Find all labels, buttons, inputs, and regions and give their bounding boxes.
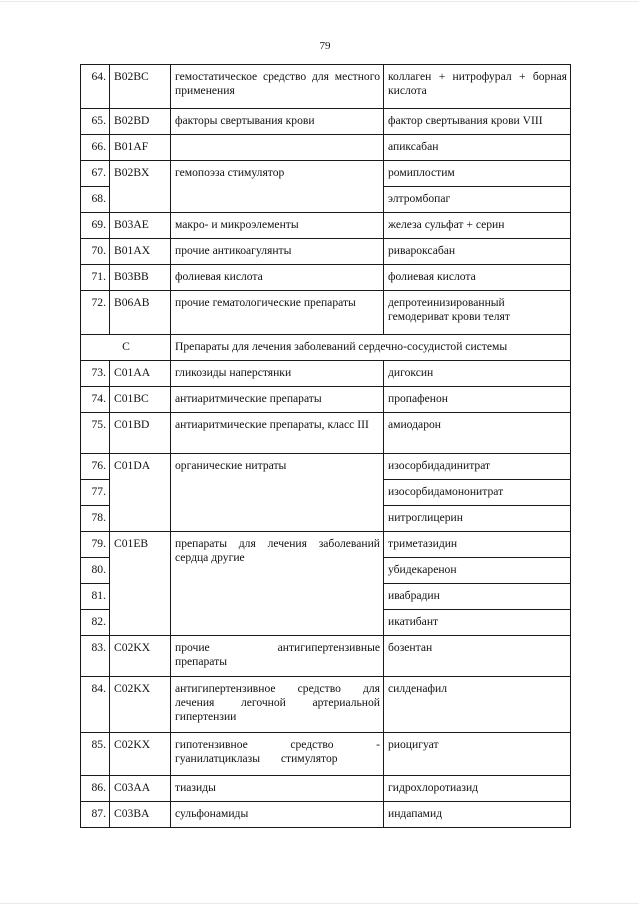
row-number: 79. [81, 532, 110, 558]
drug-name: ромиплостим [384, 161, 571, 187]
table-row [81, 109, 571, 135]
drug-name: ивабрадин [384, 584, 571, 610]
row-number: 64. [81, 65, 110, 109]
row-number: 71. [81, 265, 110, 291]
group-name: антиаритмические препараты, класс III [171, 413, 384, 454]
atc-code: C02KX [110, 733, 171, 776]
group-name: тиазиды [171, 776, 384, 802]
row-number: 72. [81, 291, 110, 335]
row-number: 86. [81, 776, 110, 802]
row-number: 82. [81, 610, 110, 636]
group-name: гемопоэза стимулятор [171, 161, 384, 213]
drug-name: фактор свертывания крови VIII [384, 109, 571, 135]
atc-code: C03AA [110, 776, 171, 802]
row-number: 80. [81, 558, 110, 584]
table-row [81, 361, 571, 387]
table-row [81, 802, 571, 828]
group-name: антигипертензивное средство для лечения легочной артериальной гипертензии [171, 677, 384, 733]
page-top-edge [0, 1, 639, 2]
drug-name: дигоксин [384, 361, 571, 387]
table-row [81, 265, 571, 291]
drug-name: риоцигуат [384, 733, 571, 776]
atc-code: B01AX [110, 239, 171, 265]
atc-code: B02BC [110, 65, 171, 109]
row-number: 87. [81, 802, 110, 828]
table-row [81, 161, 571, 187]
table-row [81, 65, 571, 109]
row-number: 68. [81, 187, 110, 213]
group-name: гипотензивное средство - гуанилатциклазы стимулятор [171, 733, 384, 776]
group-name: гликозиды наперстянки [171, 361, 384, 387]
drug-name: нитроглицерин [384, 506, 571, 532]
row-number: 69. [81, 213, 110, 239]
atc-code: B06AB [110, 291, 171, 335]
atc-code: B03AE [110, 213, 171, 239]
group-name: факторы свертывания крови [171, 109, 384, 135]
drug-name: изосорбидадинитрат [384, 454, 571, 480]
group-name: гемостатическое средство для местного применения [171, 65, 384, 109]
group-name [171, 135, 384, 161]
table-row [81, 413, 571, 454]
group-name: макро- и микроэлементы [171, 213, 384, 239]
group-name: препараты для лечения заболеваний сердца другие [171, 532, 384, 636]
table-row [81, 239, 571, 265]
atc-code: C01BC [110, 387, 171, 413]
atc-code: C02KX [110, 636, 171, 677]
row-number: 85. [81, 733, 110, 776]
section-row [81, 335, 571, 361]
atc-code: B02BX [110, 161, 171, 213]
row-number: 67. [81, 161, 110, 187]
drug-name: бозентан [384, 636, 571, 677]
group-name: органические нитраты [171, 454, 384, 532]
drug-name: коллаген + нитрофурал + борная кислота [384, 65, 571, 109]
drug-name: триметазидин [384, 532, 571, 558]
table-row [81, 135, 571, 161]
row-number: 81. [81, 584, 110, 610]
table-row [81, 677, 571, 733]
row-number: 75. [81, 413, 110, 454]
drug-name: депротеинизированный гемодериват крови телят [384, 291, 571, 335]
section-code: C [81, 335, 171, 361]
drug-name: изосорбидамононитрат [384, 480, 571, 506]
drug-name: индапамид [384, 802, 571, 828]
table-row [81, 532, 571, 558]
group-name: прочие гематологические препараты [171, 291, 384, 335]
table-row [81, 733, 571, 776]
drug-name: пропафенон [384, 387, 571, 413]
row-number: 77. [81, 480, 110, 506]
drug-table [80, 64, 571, 828]
atc-code: C02KX [110, 677, 171, 733]
row-number: 84. [81, 677, 110, 733]
atc-code: C01DA [110, 454, 171, 532]
drug-name: элтромбопаг [384, 187, 571, 213]
drug-name: ривароксабан [384, 239, 571, 265]
drug-name: апиксабан [384, 135, 571, 161]
table-row [81, 636, 571, 677]
table-row [81, 454, 571, 480]
row-number: 65. [81, 109, 110, 135]
atc-code: C01BD [110, 413, 171, 454]
page-number: 79 [319, 40, 331, 52]
atc-code: C03BA [110, 802, 171, 828]
atc-code: B02BD [110, 109, 171, 135]
drug-name: железа сульфат + серин [384, 213, 571, 239]
atc-code: C01AA [110, 361, 171, 387]
row-number: 70. [81, 239, 110, 265]
row-number: 66. [81, 135, 110, 161]
table-row [81, 213, 571, 239]
atc-code: B01AF [110, 135, 171, 161]
row-number: 78. [81, 506, 110, 532]
row-number: 83. [81, 636, 110, 677]
atc-code: C01EB [110, 532, 171, 636]
drug-name: силденафил [384, 677, 571, 733]
section-title: Препараты для лечения заболеваний сердечно-сосудистой системы [171, 335, 571, 361]
group-name: сульфонамиды [171, 802, 384, 828]
table-row [81, 291, 571, 335]
row-number: 73. [81, 361, 110, 387]
drug-name: гидрохлоротиазид [384, 776, 571, 802]
group-name: антиаритмические препараты [171, 387, 384, 413]
drug-name: убидекаренон [384, 558, 571, 584]
atc-code: B03BB [110, 265, 171, 291]
drug-name: фолиевая кислота [384, 265, 571, 291]
table-row [81, 776, 571, 802]
table-row [81, 387, 571, 413]
drug-name: икатибант [384, 610, 571, 636]
group-name: прочие антикоагулянты [171, 239, 384, 265]
row-number: 74. [81, 387, 110, 413]
drug-name: амиодарон [384, 413, 571, 454]
group-name: прочие антигипертензивные препараты [171, 636, 384, 677]
row-number: 76. [81, 454, 110, 480]
page-bottom-edge [0, 903, 639, 904]
group-name: фолиевая кислота [171, 265, 384, 291]
